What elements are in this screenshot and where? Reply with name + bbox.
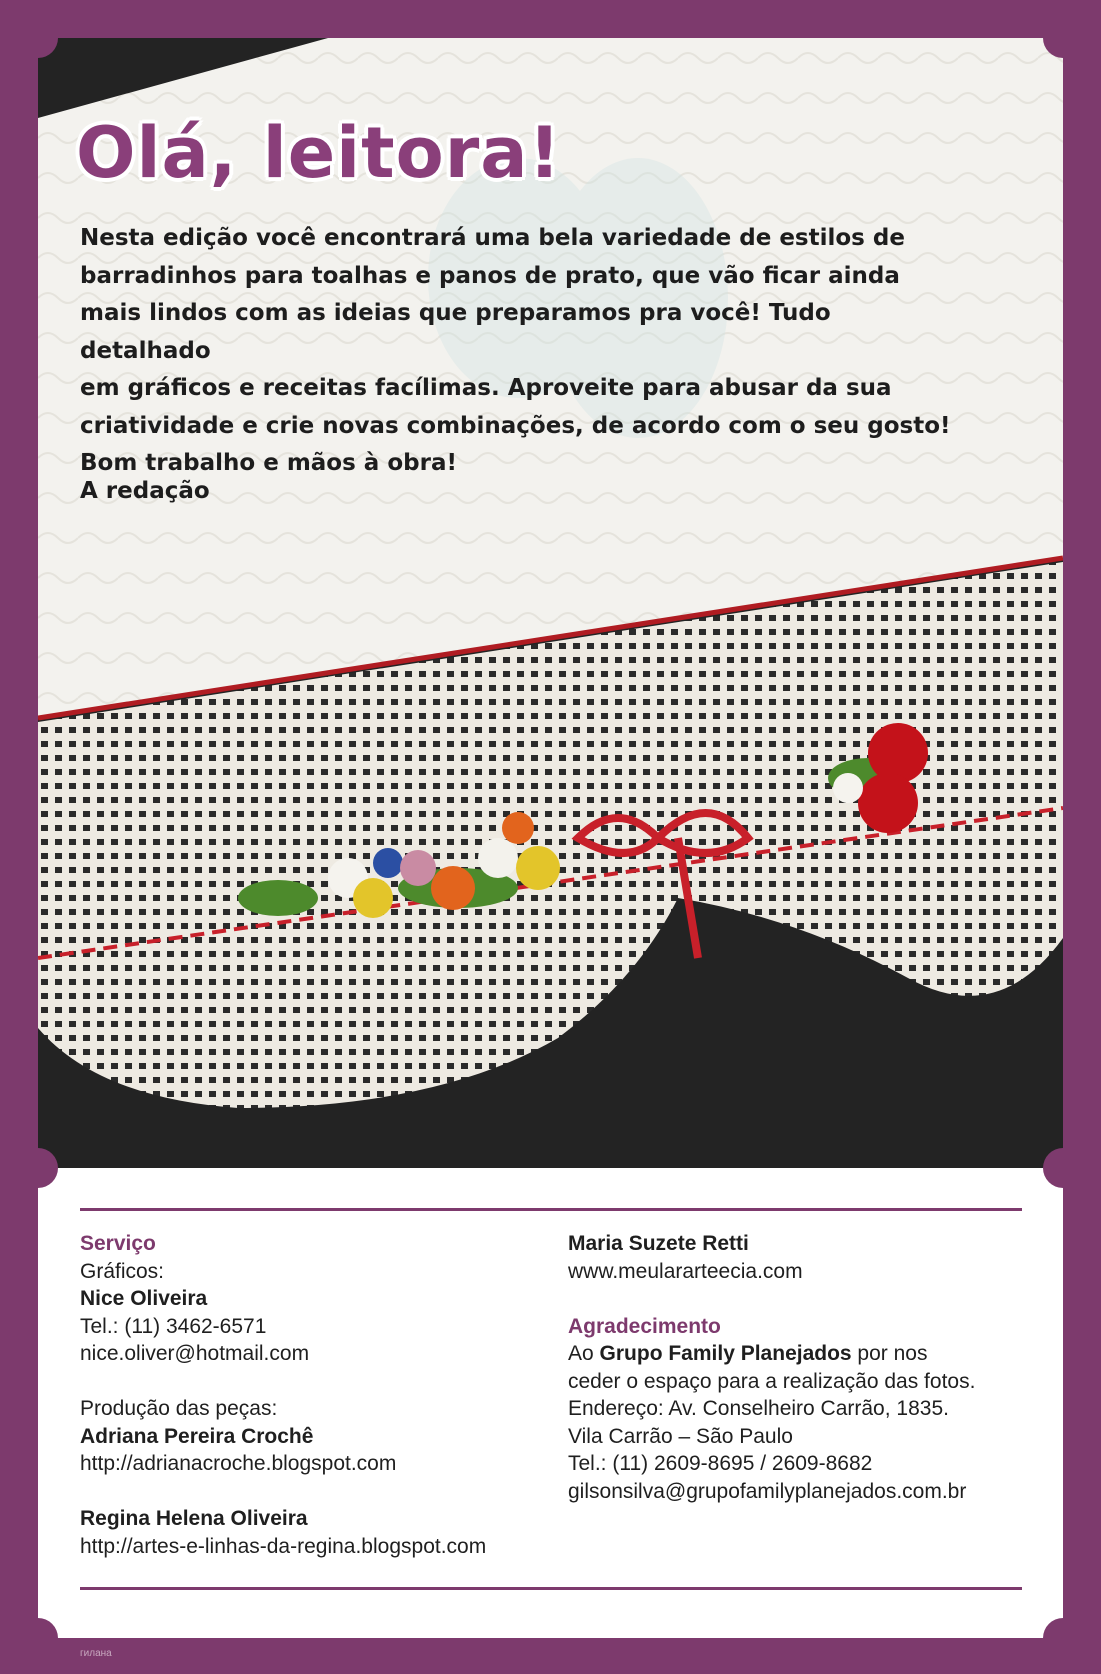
address-line-2: Vila Carrão – São Paulo bbox=[568, 1424, 793, 1448]
crochet-towel-illustration bbox=[38, 38, 1063, 1168]
production-name-2: Regina Helena Oliveira bbox=[80, 1507, 308, 1530]
spacer bbox=[568, 1285, 1028, 1313]
service-heading: Serviço bbox=[80, 1232, 156, 1255]
page-title: Olá, leitora! bbox=[76, 112, 562, 194]
credits-left-column bbox=[80, 1230, 550, 1560]
production-name-1: Adriana Pereira Crochê bbox=[80, 1424, 314, 1448]
signature: A redação bbox=[80, 478, 210, 504]
address-line-1: Endereço: Av. Conselheiro Carrão, 1835. bbox=[568, 1397, 949, 1420]
thanks-email[interactable]: gilsonsilva@grupofamilyplanejados.com.br bbox=[568, 1479, 967, 1503]
thanks-heading: Agradecimento bbox=[568, 1314, 721, 1338]
intro-line: Nesta edição você encontrará uma bela variedade de estilos de bbox=[80, 225, 905, 251]
production-label: Produção das peças: bbox=[80, 1397, 278, 1420]
intro-line: mais lindos com as ideias que preparamos pra você! Tudo detalhado bbox=[80, 300, 831, 364]
graphics-email[interactable]: nice.oliver@hotmail.com bbox=[80, 1342, 310, 1365]
production-url-2[interactable]: http://artes-e-linhas-da-regina.blogspot.com bbox=[80, 1534, 487, 1558]
production-url-1[interactable]: http://adrianacroche.blogspot.com bbox=[80, 1452, 397, 1475]
credits-right-column bbox=[568, 1230, 1028, 1505]
thanks-company: Grupo Family Planejados bbox=[599, 1342, 852, 1365]
thanks-phone: Tel.: (11) 2609-8695 / 2609-8682 bbox=[568, 1452, 873, 1475]
intro-line: Bom trabalho e mãos à obra! bbox=[80, 450, 457, 476]
intro-line: criatividade e crie novas combinações, de acordo com o seu gosto! bbox=[80, 412, 951, 439]
graphics-name: Nice Oliveira bbox=[80, 1287, 208, 1310]
spacer bbox=[80, 1478, 550, 1506]
thanks-line-2: ceder o espaço para a realização das fotos. bbox=[568, 1369, 976, 1393]
divider-top bbox=[80, 1208, 1022, 1211]
thanks-line-1 bbox=[568, 1340, 1028, 1368]
graphics-label: Gráficos: bbox=[80, 1259, 165, 1283]
divider-bottom bbox=[80, 1587, 1022, 1590]
thanks-suffix: por nos bbox=[851, 1342, 928, 1365]
corner-notch bbox=[38, 1618, 58, 1638]
corner-notch bbox=[1043, 1618, 1063, 1638]
production-url-3[interactable]: www.meulararteecia.com bbox=[568, 1259, 803, 1283]
page-frame bbox=[38, 38, 1063, 1638]
hero-photo bbox=[38, 38, 1063, 1168]
intro-line: barradinhos para toalhas e panos de prato, que vão ficar ainda bbox=[80, 262, 900, 289]
thanks-prefix: Ao bbox=[568, 1342, 600, 1365]
production-name-3: Maria Suzete Retti bbox=[568, 1232, 749, 1255]
intro-text bbox=[80, 220, 960, 483]
graphics-phone: Tel.: (11) 3462-6571 bbox=[80, 1314, 267, 1338]
intro-line: em gráficos e receitas facílimas. Aproveite para abusar da sua bbox=[80, 375, 892, 401]
spacer bbox=[80, 1368, 550, 1396]
footer-watermark: гилана bbox=[80, 1648, 112, 1659]
